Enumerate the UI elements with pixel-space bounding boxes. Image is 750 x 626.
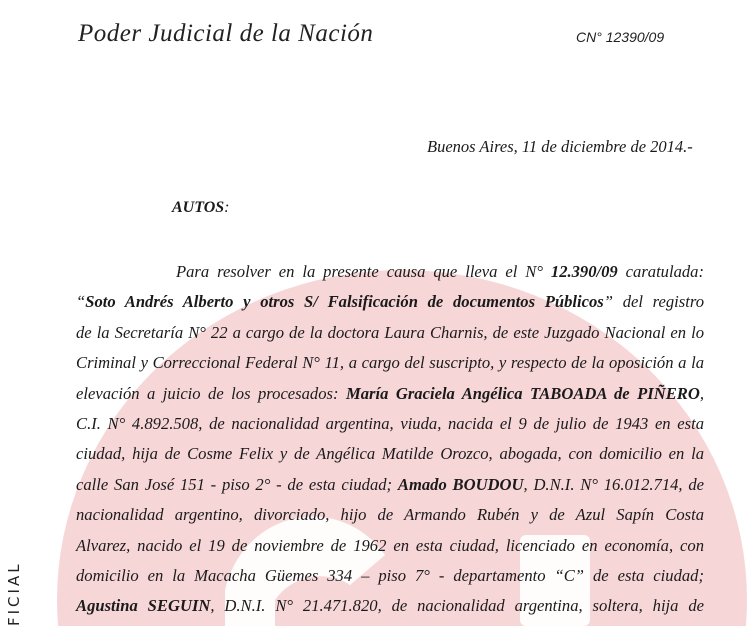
bold-segment: María Graciela Angélica TABOADA de PIÑERO xyxy=(345,383,700,403)
resolution-body xyxy=(76,257,704,622)
text-segment: , D.N.I. N° 16.012.714, de xyxy=(523,474,705,494)
body-line xyxy=(76,318,704,348)
text-segment: de la Secretaría N° 22 a cargo de la doctora Laura Charnis, de este Juzgado Nacional en lo xyxy=(76,322,704,342)
date-line: Buenos Aires, 11 de diciembre de 2014.- xyxy=(427,137,693,156)
text-segment: Para resolver en la presente causa que lleva el N° xyxy=(176,262,551,281)
body-line xyxy=(76,379,704,409)
text-segment: calle San José 151 - piso 2° - de esta ciudad; xyxy=(76,474,398,494)
text-segment: ” del registro xyxy=(603,292,705,312)
text-segment: elevación a juicio de los procesados: xyxy=(76,383,346,403)
body-line xyxy=(76,591,704,621)
body-line xyxy=(76,531,704,561)
court-brand-title: Poder Judicial de la Nación xyxy=(78,20,374,47)
body-line xyxy=(76,500,704,530)
body-line xyxy=(76,257,704,287)
text-segment: domicilio en la Macacha Güemes 334 – piso 7° - departamento “C” de esta ciudad; xyxy=(76,565,704,585)
bold-segment: Amado BOUDOU xyxy=(397,474,524,494)
body-line xyxy=(76,561,704,591)
text-segment: C.I. N° 4.892.508, de nacionalidad argentina, viuda, nacida el 9 de julio de 1943 en esta xyxy=(76,413,704,433)
text-segment: caratulada: xyxy=(617,262,705,281)
bold-segment: 12.390/09 xyxy=(550,262,618,281)
text-segment: nacionalidad argentino, divorciado, hijo de Armando Rubén y de Azul Sapín Costa xyxy=(76,505,704,525)
body-line xyxy=(76,409,704,439)
body-line xyxy=(76,348,704,378)
text-segment: Alvarez, nacido el 19 de noviembre de 1962 en esta ciudad, licenciado en economía, con xyxy=(76,535,704,555)
text-segment: “ xyxy=(76,292,86,312)
case-code: CN° 12390/09 xyxy=(576,29,665,45)
bold-segment: Agustina SEGUIN xyxy=(76,596,211,616)
text-segment: , D.N.I. N° 21.471.820, de nacionalidad argentina, soltera, hija de xyxy=(210,596,705,616)
body-line xyxy=(76,439,704,469)
text-segment: ciudad, hija de Cosme Felix y de Angélica Matilde Orozco, abogada, con domicilio en la xyxy=(76,444,704,464)
autos-label: AUTOS xyxy=(172,199,225,216)
autos-heading xyxy=(172,199,230,217)
bold-segment: Soto Andrés Alberto y otros S/ Falsificación de documentos Públicos xyxy=(85,292,604,312)
text-segment: , xyxy=(699,383,704,403)
body-line xyxy=(76,287,704,317)
body-line xyxy=(76,470,704,500)
side-watermark-label: FICIAL xyxy=(5,561,23,626)
autos-colon: : xyxy=(224,199,230,216)
text-segment: Criminal y Correccional Federal N° 11, a cargo del suscripto, y respecto de la oposición a la xyxy=(76,353,704,373)
